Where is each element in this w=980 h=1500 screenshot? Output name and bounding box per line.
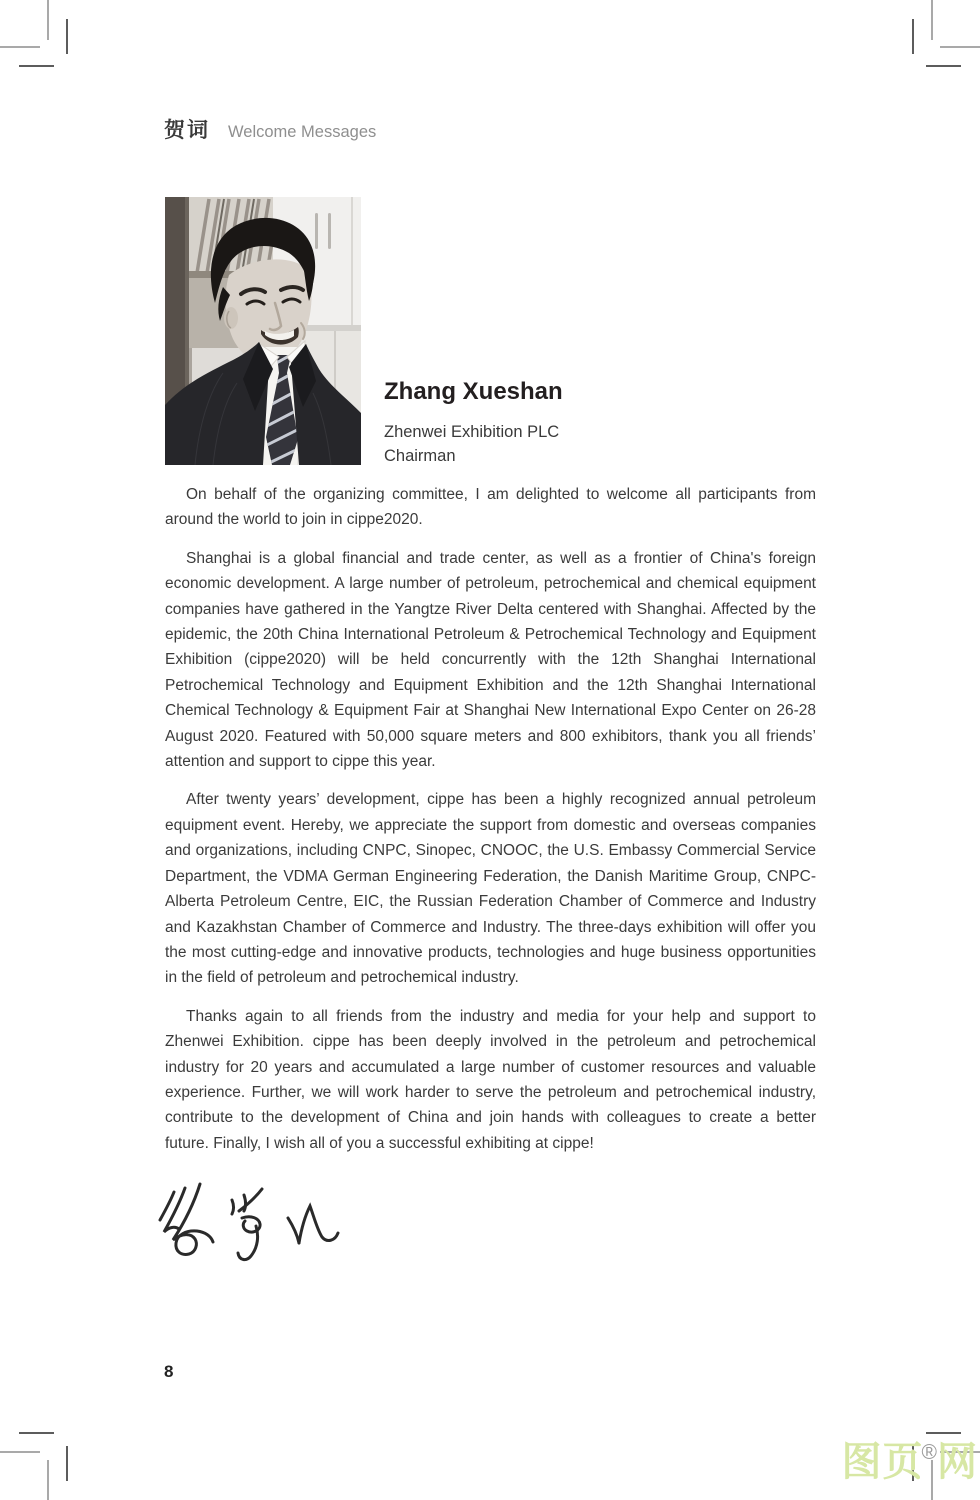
welcome-message-body — [165, 482, 816, 1169]
watermark-prefix: 图页 — [841, 1440, 924, 1484]
header-title-zh: 贺词 — [164, 119, 210, 142]
registered-trademark-icon: ® — [921, 1441, 938, 1464]
profile-name: Zhang Xueshan — [384, 378, 563, 405]
page-number: 8 — [164, 1362, 174, 1381]
chairman-signature — [152, 1176, 352, 1276]
paragraph-2: Shanghai is a global financial and trade center, as well as a frontier of China's foreign economic development. A large number of petroleum, petrochemical and chemical equipment companies have gathered in the Yangtze River Delta centered with Shanghai. Affected by the epidemic, the 20th China International Petroleum & Petrochemical Technology and Equipment Exhibition (cippe2020) will be held concurrently with the 12th Shanghai International Petrochemical Technology and Equipment Exhibition and the 12th Shanghai International Chemical Technology & Equipment Fair at Shanghai New International Expo Center on 26-28 August 2020. Featured with 50,000 square meters and 800 exhibitors, thank you all friends’ attention and support to cippe this year. — [165, 549, 816, 771]
paragraph-4: Thanks again to all friends from the industry and media for your help and support to Zhenwei Exhibition. cippe has been deeply involved in the petroleum and petrochemical industry for 20 years and accumulated a large number of customer resources and valuable experience. Further, we will work harder to serve the petroleum and petrochemical industry, contribute to the development of China and join hands with colleagues to create a better future. Finally, I wish all of you a successful exhibiting at cippe! — [165, 1007, 816, 1152]
profile-title: Chairman — [384, 447, 456, 465]
paragraph-1: On behalf of the organizing committee, I am delighted to welcome all participants from around the world to join in cippe2020. — [165, 486, 816, 529]
chairman-portrait-photo — [165, 197, 361, 465]
page-header — [164, 114, 376, 144]
portrait-illustration — [165, 197, 361, 465]
watermark-logo — [842, 1430, 978, 1487]
header-title-en: Welcome Messages — [228, 123, 377, 141]
profile-card — [384, 378, 563, 468]
paragraph-3: After twenty years’ development, cippe has been a highly recognized annual petroleum equipment event. Hereby, we appreciate the support from domestic and overseas companies and organizations, including CNPC, Sinopec, CNOOC, the U.S. Embassy Commercial Service Department, the VDMA German Engineering Federation, the Danish Maritime Group, CNPC-Alberta Petroleum Centre, EIC, the Russian Federation Chamber of Commerce and Industry and Kazakhstan Chamber of Commerce and Industry. The three-days exhibition will offer you the most cutting-edge and innovative products, technologies and huge business opportunities in the field of petroleum and petrochemical industry. — [165, 791, 816, 987]
profile-company: Zhenwei Exhibition PLC — [384, 423, 560, 441]
watermark-suffix: 网 — [937, 1440, 978, 1484]
